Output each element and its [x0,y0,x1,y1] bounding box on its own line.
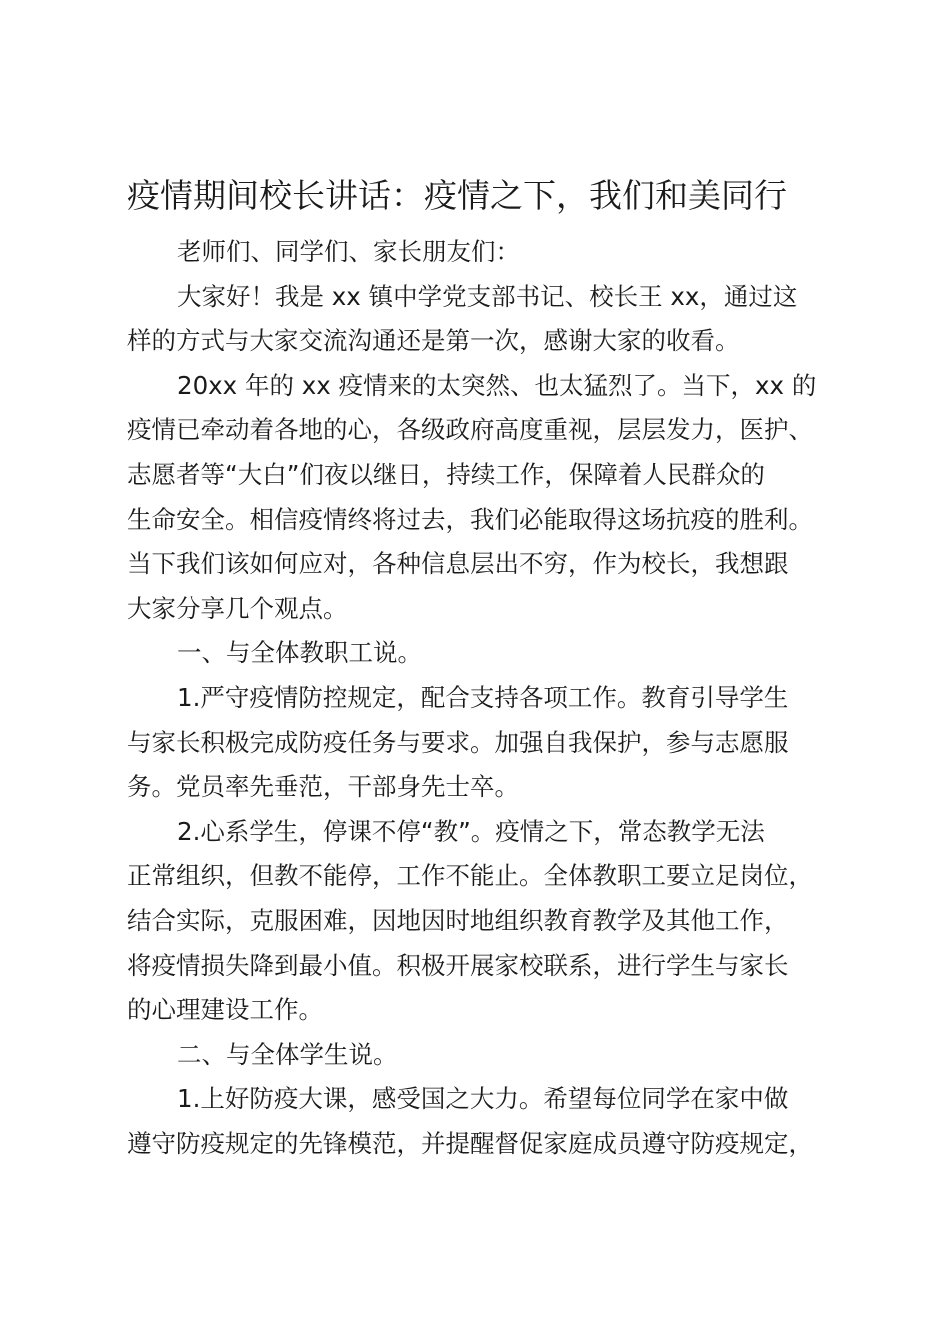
document-title: 疫情期间校长讲话：疫情之下，我们和美同行 [127,176,787,215]
document-body [127,230,849,1166]
paragraph-line: 大家分享几个观点。 [127,593,348,623]
paragraph-line: 2.心系学生，停课不停“教”。疫情之下，常态教学无法 [177,816,765,846]
paragraph-line: 将疫情损失降到最小值。积极开展家校联系，进行学生与家长 [127,950,789,980]
paragraph-line: 正常组织，但教不能停，工作不能止。全体教职工要立足岗位， [127,861,813,891]
salutation-line: 老师们、同学们、家长朋友们： [177,237,520,266]
paragraph-line: 疫情已牵动着各地的心，各级政府高度重视，层层发力，医护、 [127,415,813,445]
paragraph-line: 当下我们该如何应对，各种信息层出不穷，作为校长，我想跟 [127,549,789,579]
paragraph-line: 20xx 年的 xx 疫情来的太突然、也太猛烈了。当下，xx 的 [177,370,817,400]
paragraph-line: 大家好！我是 xx 镇中学党支部书记、校长王 xx，通过这 [177,281,798,311]
paragraph-line: 结合实际，克服困难，因地因时地组织教育教学及其他工作， [127,905,789,935]
paragraph-line: 1.严守疫情防控规定，配合支持各项工作。教育引导学生 [177,682,789,712]
section-heading: 一、与全体教职工说。 [177,638,422,668]
paragraph-line: 的心理建设工作。 [127,995,323,1025]
paragraph-line: 与家长积极完成防疫任务与要求。加强自我保护，参与志愿服 [127,727,789,757]
section-heading: 二、与全体学生说。 [177,1039,398,1069]
paragraph-line: 志愿者等“大白”们夜以继日，持续工作，保障着人民群众的 [127,459,765,489]
paragraph-line: 务。党员率先垂范，干部身先士卒。 [127,772,519,802]
paragraph-line: 样的方式与大家交流沟通还是第一次，感谢大家的收看。 [127,326,740,356]
paragraph-line: 生命安全。相信疫情终将过去，我们必能取得这场抗疫的胜利。 [127,504,813,534]
paragraph-line: 遵守防疫规定的先锋模范，并提醒督促家庭成员遵守防疫规定， [127,1128,813,1158]
paragraph-line: 1.上好防疫大课，感受国之大力。希望每位同学在家中做 [177,1084,789,1114]
